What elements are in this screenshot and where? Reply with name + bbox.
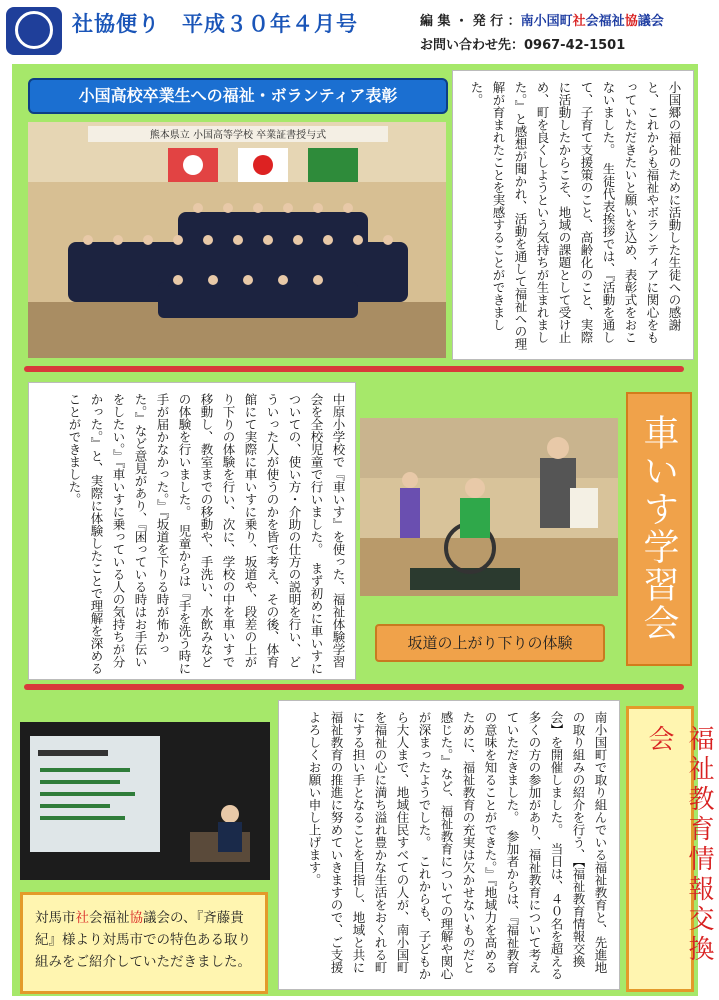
divider-ruler-2 (24, 684, 684, 690)
wheelchair-body: 中原小学校で『車いす』を使った、福祉体験学習会を全校児童で行いました。 まず初めに車いすについての、使い方・介助の仕方の説明を行い、どういった人が使うのかを皆で考え、その後、体育館にて実際に車いすに乗り、坂道や、段差の上がり下りの体験を行い、次に、学校の中を車いすで移動し、教室までの移動や、手洗い、水飲みなどの体験を行いました。 児童からは『手を洗う時に手が届かなかった。』『坂道を下りる時が怖かった。』など意見があり、『困っている時はお手伝いをしたい。』『車いすに乗っている人の気持ちが分かった。』と、実際に体験したことで理解を深めることができました。 (67, 393, 346, 675)
award-article (452, 70, 694, 360)
exchange-body: 南小国町で取り組んでいる福祉教育と、先進地の取り組みの紹介を行う、【福祉教育情報交換会】を開催しました。 当日は、４０名を超える多くの方の参加があり、福祉教育について考えていただきました。 参加者からは、『福祉教育の意味を知ることができた。』『地域力を高めるために、福祉教育の充実は欠かせないものだと感じた。』など、福祉教育についての理解や関心が深まったようでした。 これからも、子どもから大人まで、地域住民すべての人が、南小国町を福祉の心に満ち溢れ豊かな生活をおくれる町にする担い手となることを目指し、地域と共に福祉教育の推進に努めていきますので、ご支援よろしくお願い申し上げます。 (307, 711, 608, 980)
seminar-photo (20, 722, 270, 880)
award-heading: 小国高校卒業生への福祉・ボランティア表彰 (28, 78, 448, 114)
caption-sha: 社 (75, 910, 89, 926)
wheelchair-title-text: 車いす学習会 (638, 414, 679, 642)
caption-rest: 議会の、『斉藤貴紀』様より対馬市での特色ある取り組みをご紹介していただきました。 (35, 910, 251, 970)
exchange-title-text: 福祉教育情報交換会 (644, 725, 714, 965)
caption-kyo: 協 (129, 910, 143, 926)
header (0, 0, 703, 62)
wheelchair-caption: 坂道の上がり下りの体験 (375, 624, 605, 662)
council-logo (6, 7, 62, 55)
caption-kaifukushi: 会福祉 (89, 910, 130, 926)
publisher-kaifukushi: 会福祉 (585, 14, 625, 29)
wheelchair-article (28, 382, 356, 680)
seminar-caption (35, 907, 255, 973)
publisher-prefix: 編 集 ・ 発 行 ： (420, 14, 521, 29)
logo-ring-icon (15, 11, 53, 49)
photo-banner-text: 熊本県立 小国高等学校 卒業証書授与式 (149, 130, 327, 141)
publisher-sha: 社 (572, 14, 586, 29)
seminar-caption-box (20, 892, 268, 994)
publisher-town: 南小国町 (520, 14, 573, 29)
exchange-article (278, 700, 620, 990)
publisher-gikai: 議会 (637, 14, 664, 29)
graduation-photo (28, 122, 446, 358)
newsletter-title: 社協便り 平成３０年４月号 (72, 12, 358, 36)
caption-city: 対馬市 (35, 910, 76, 926)
publisher (420, 10, 664, 29)
wheelchair-title (626, 392, 692, 666)
publisher-kyo: 協 (624, 14, 638, 29)
award-body: 小国郷の福祉のために活動した生徒への感謝と、これからも福祉やボランティアに関心をもっていただきたいと願いを込め、表彰式をおこないました。 生徒代表挨拶では、『活動を通して、子育て支援策のこと、高齢化のこと、実際に活動したからこそ、地域の課題として受け止め、町を良くしようという気持ちが生まれました。』と感想が聞かれ、活動を通して福祉への理解が育まれたことを実感することができました。 (469, 81, 682, 350)
contact-phone: お問い合わせ先：0967-42-1501 (420, 38, 626, 53)
exchange-title (626, 706, 714, 992)
divider-ruler (24, 366, 684, 372)
wheelchair-photo (360, 418, 618, 596)
